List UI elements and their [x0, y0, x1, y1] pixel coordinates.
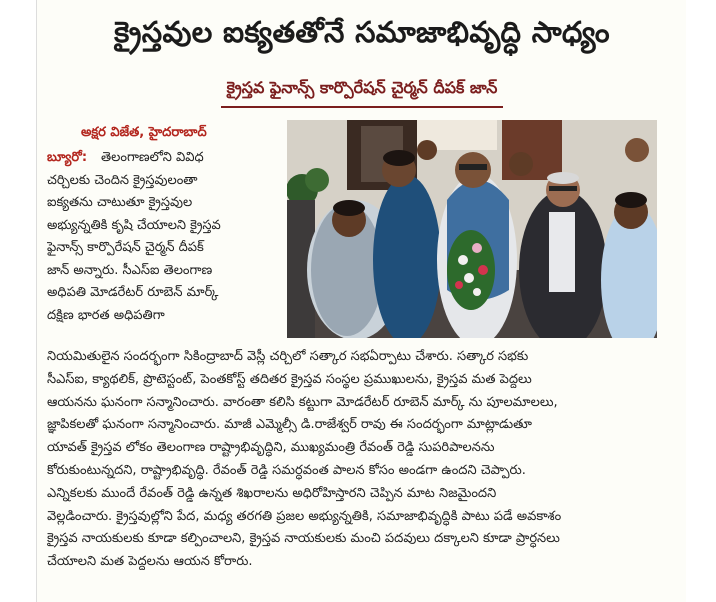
column-line-text: తెలంగాణలోని వివిధ	[101, 150, 204, 165]
column-line	[47, 147, 281, 169]
subheadline: క్రైస్తవ ఫైనాన్స్ కార్పొరేషన్ చైర్మన్ దీపక్ జాన్	[221, 76, 504, 108]
column-line: అభ్యున్నతికి కృషి చేయాలని క్రైస్తవ	[47, 217, 221, 233]
column-line: చర్చిలకు చెందిన క్రైస్తవులంతా	[47, 172, 198, 188]
body-line: ఎన్నికలకు ముందే రేవంత్ రెడ్డి ఉన్నత శిఖరాలను అధిరోహిస్తారని చెప్పిన మాట నిజమైందని	[47, 485, 497, 501]
byline: అక్షర విజేత, హైదరాబాద్	[81, 125, 207, 140]
body-line: యావత్ క్రైస్తవ లోకం తెలంగాణ రాష్ట్రాభివృద్ధిని, ముఖ్యమంత్రి రేవంత్ రెడ్డి సుపరిపాలనను	[47, 440, 495, 456]
body-line: జ్ఞాపికలతో ఘనంగా సన్మానించారు. మాజీ ఎమ్మెల్సీ డి.రాజేశ్వర్ రావు ఈ సందర్భంగా మాట్లాడుతూ	[47, 417, 532, 433]
body-line: కోరుకుంటున్నదని, రాష్ట్రాభివృద్ధి. రేవంత్ రెడ్డి సమర్ధవంత పాలన కోసం అండగా ఉందని చెప్పారు.	[47, 463, 526, 478]
subheadline-wrap	[37, 76, 687, 108]
group-photo-illustration	[287, 120, 657, 338]
column-line: జాన్ అన్నారు. సీఎస్ఐ తెలంగాణ	[47, 262, 213, 278]
body-line: సీఎస్ఐ, క్యాథలిక్, ప్రొటెస్టంట్, పెంతకోస్ట్ తదితర క్రైస్తవ సంస్థల ప్రముఖులను, క్రైస్తవ మత పెద్దలు	[47, 371, 532, 387]
body-line: వెల్లడించారు. క్రైస్తవుల్లోని పేద, మధ్య తరగతి ప్రజల అభ్యున్నతికి, సమాజాభివృద్ధికి పాటు పడే అవకాశం	[47, 508, 562, 524]
news-clipping	[36, 0, 686, 602]
column-line: ఫైనాన్స్ కార్పొరేషన్ చైర్మన్ దీపక్	[47, 240, 204, 255]
body-line: నియమితులైన సందర్భంగా సికింద్రాబాద్ వెస్లీ చర్చిలో సత్కార సభఏర్పాటు చేశారు. సత్కార సభకు	[47, 349, 529, 364]
column-line: ఐక్యతను చాటుతూ క్రైస్తవుల	[47, 195, 193, 210]
bureau-label: బ్యూరో:	[47, 150, 88, 165]
body-line: ఆయనను ఘనంగా సన్మానించారు. వారంతా కలిసి కట్టుగా మోడరేటర్ రూబెన్ మార్క్ ను పూలమాలలు,	[47, 394, 558, 410]
body-line: క్రైస్తవ నాయకులకు కూడా కల్పించాలని, క్రైస్తవ నాయకులకు మంచి పదవులు దక్కాలని కూడా ప్రార్ధనలు	[47, 531, 560, 547]
column-line: అధిపతి మోడరేటర్ రూబెన్ మార్క్	[47, 285, 219, 300]
news-photo	[287, 120, 657, 338]
body-line: చేయాలని మత పెద్దలను ఆయన కోరారు.	[47, 554, 253, 570]
column-line: దక్షిణ భారత అధిపతిగా	[47, 307, 165, 323]
headline: క్రైస్తవుల ఐక్యతతోనే సమాజాభివృద్ధి సాధ్యం	[114, 15, 610, 49]
